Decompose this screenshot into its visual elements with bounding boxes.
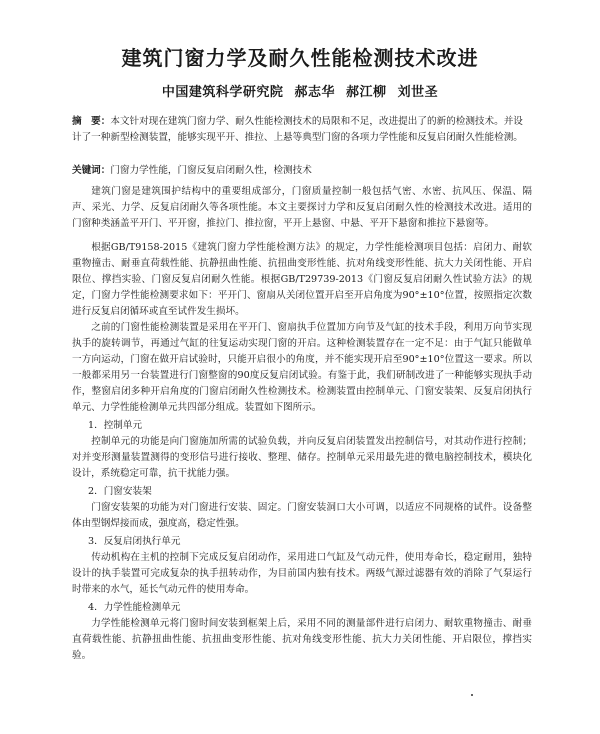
paragraph: 根据GB/T9158-2015《建筑门窗力学性能检测方法》的规定，力学性能检测项目包括：启闭力、耐软重物撞击、耐垂直荷载性能、抗静扭曲性能、抗扭曲变形性能、抗对角线变形性能、抗大力关闭性能、开启限位、撑挡实验、门窗反复启闭耐久性能。根据GB/T29739-2013《门窗反复启闭耐久性试验方法》的规定，门窗力学性能检测要求如下：平开门、窗扇从关闭位置开启至开启角度为90°±10°位置，按照指定次数进行反复启闭循环或直至试件发生损坏。 <box>72 242 532 317</box>
section-heading: 1．控制单元 <box>88 420 143 431</box>
paper-title: 建筑门窗力学及耐久性能检测技术改进 <box>121 46 479 70</box>
author-name: 郝江柳 <box>346 85 387 100</box>
affiliation: 中国建筑科学研究院 <box>161 85 284 100</box>
paragraph: 建筑门窗是建筑围护结构中的重要组成部分，门窗质量控制一般包括气密、水密、抗风压、保温、隔声、采光、力学、反复启闭耐久等各项性能。本文主要探讨力学和反复启闭耐久性的检测技术改进。适用的门窗种类涵盖平开门、平开窗，推拉门、推拉窗，平开上悬窗、中悬、平开下悬窗和推拉下悬窗等。 <box>72 186 532 229</box>
author-line <box>0 81 600 100</box>
abstract-text: 本文针对现在建筑门窗力学、耐久性能检测技术的局限和不足，改进提出了的新的检测技术。并设计了一种新型检测装置，能够实现平开、推拉、上悬等典型门窗的各项力学性能和反复启闭耐久性能检测。 <box>72 116 523 143</box>
keywords-label: 关键词： <box>72 165 111 176</box>
scan-speck <box>471 694 473 696</box>
abstract-label: 摘 要： <box>72 116 111 127</box>
section-heading: 3．反复启闭执行单元 <box>88 536 181 547</box>
section-text: 控制单元的功能是向门窗施加所需的试验负载，并向反复启闭装置发出控制信号，对其动作进行控制；对并变形测量装置测得的变形信号进行接收、整理、储存。控制单元采用最先进的微电脑控制技术，模块化设计，系统稳定可靠，抗干扰能力强。 <box>72 436 532 479</box>
abstract <box>72 114 532 146</box>
section-text: 传动机构在主机的控制下完成反复启闭动作，采用进口气缸及气动元件，使用寿命长，稳定耐用，独特设计的执手装置可完成复杂的执手扭转动作，为目前国内独有技术。两级气源过滤器有效的消除了气泵运行时带来的水气，延长气动元件的使用寿命。 <box>72 552 532 595</box>
author-name: 刘世圣 <box>397 85 439 100</box>
author-name: 郝志华 <box>294 85 335 100</box>
body-text <box>72 184 532 664</box>
section-heading: 2．门窗安装架 <box>88 486 152 497</box>
paragraph: 之前的门窗性能检测装置是采用在平开门、窗扇执手位置加方向节及气缸的技术手段，利用万向节实现执手的旋转调节，再通过气缸的往复运动实现门窗的开启。这种检测装置存在一定不足：由于气缸只能做单一方向运动，门窗在做开启试验时，只能开启很小的角度，并不能实现开启至90°±10°位置这一要求。所以一般都采用另一台装置进行门窗整窗的90度反复启闭试验。有鉴于此，我们研制改进了一种能够实现执手动作，整窗启闭多种开启角度的门窗启闭耐久性检测技术。检测装置由控制单元、门窗安装架、反复启闭执行单元、力学性能检测单元共四部分组成。装置如下图所示。 <box>72 322 532 413</box>
section-text: 门窗安装架的功能为对门窗进行安装、固定。门窗安装洞口大小可调，以适应不同规格的试件。设备整体由型钢焊接而成，强度高，稳定性强。 <box>72 502 532 529</box>
section-text: 力学性能检测单元将门窗时间安装到框架上后，采用不同的测量部件进行启闭力、耐软重物撞击、耐垂直荷载性能、抗静扭曲性能、抗扭曲变形性能、抗对角线变形性能、抗大力关闭性能、开启限位，撑挡实验。 <box>72 618 532 661</box>
keywords <box>72 163 532 179</box>
keywords-text: 门窗力学性能，门窗反复启闭耐久性，检测技术 <box>110 165 312 176</box>
section-heading: 4．力学性能检测单元 <box>88 602 181 613</box>
